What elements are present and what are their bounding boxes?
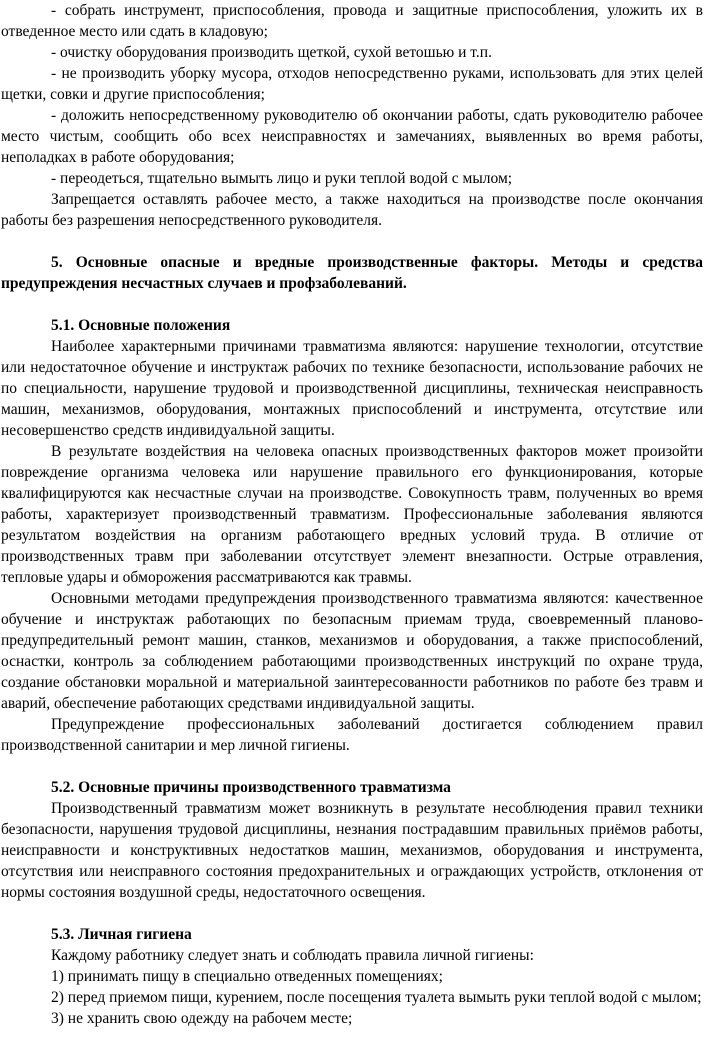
spacer	[1, 231, 703, 252]
intro-item-report-to-manager: - доложить непосредственному руководителю об окончании работы, сдать руководителю рабочее место чистым, сообщить обо всех неисправностях и замечаниях, выявленных во время работы, неполадках в работе оборудования;	[1, 107, 703, 166]
spacer	[1, 756, 703, 777]
section-5-1-paragraph: Основными методами предупреждения производственного травматизма являются: качественное обучение и инструктаж работающих по безопасным приемам труда, своевременный планово-предупредительный ремонт машин, станков, механизмов и оборудования, а также приспособлений, оснастки, контроль за соблюдением работающими производственных инструкций по охране труда, создание обстановки моральной и материальной заинтересованности работников по работе без травм и аварий, обеспечение работающих средствами индивидуальной защиты.	[1, 590, 703, 712]
intro-item-no-hand-cleanup: - не производить уборку мусора, отходов непосредственно руками, использовать для этих целей щетки, совки и другие приспособления;	[1, 65, 703, 103]
intro-item-change-clothes: - переодеться, тщательно вымыть лицо и руки теплой водой с мылом;	[51, 170, 513, 187]
section-5-1-heading: 5.1. Основные положения	[51, 317, 231, 334]
hygiene-rule-1: 1) принимать пищу в специально отведенных помещениях;	[51, 968, 443, 985]
section-5-2-heading: 5.2. Основные причины производственного травматизма	[51, 779, 451, 796]
section-5-1-paragraph: Наиболее характерными причинами травматизма являются: нарушение технологии, отсутствие или недостаточное обучение и инструктаж рабочих по технике безопасности, использование рабочих не по специальности, нарушение трудовой и производственной дисциплины, техническая неисправность машин, механизмов, оборудования, монтажных приспособлений и инструмента, отсутствие или несовершенство средств индивидуальной защиты.	[1, 338, 703, 439]
hygiene-rule-2: 2) перед приемом пищи, курением, после посещения туалета вымыть руки теплой водой с мылом;	[51, 989, 702, 1006]
intro-item-collect-tools: - собрать инструмент, приспособления, провода и защитные приспособления, уложить их в отведенное место или сдать в кладовую;	[1, 2, 703, 40]
section-5-heading: 5. Основные опасные и вредные производственные факторы. Методы и средства предупреждения несчастных случаев и профзаболеваний.	[1, 254, 703, 292]
spacer	[1, 294, 703, 315]
section-5-3-heading: 5.3. Личная гигиена	[51, 926, 192, 943]
intro-prohibition: Запрещается оставлять рабочее место, а также находиться на производстве после окончания работы без разрешения непосредственного руководителя.	[1, 191, 703, 229]
section-5-1-paragraph: В результате воздействия на человека опасных производственных факторов может произойти повреждение организма человека или нарушение правильного его функционирования, которые квалифицируются как несчастные случаи на производстве. Совокупность травм, полученных во время работы, характеризует производственный травматизм. Профессиональные заболевания являются результатом воздействия на организм работающего вредных условий труда. В отличие от производственных травм при заболевании отсутствует элемент внезапности. Острые отравления, тепловые удары и обморожения рассматриваются как травмы.	[1, 443, 703, 586]
spacer	[1, 903, 703, 924]
section-5-3-intro: Каждому работнику следует знать и соблюдать правила личной гигиены:	[51, 947, 534, 964]
intro-item-clean-equipment: - очистку оборудования производить щеткой, сухой ветошью и т.п.	[51, 44, 492, 61]
hygiene-rule-3: 3) не хранить свою одежду на рабочем месте;	[51, 1010, 353, 1027]
section-5-1-paragraph: Предупреждение профессиональных заболеваний достигается соблюдением правил производственной санитарии и мер личной гигиены.	[1, 716, 703, 754]
section-5-2-paragraph: Производственный травматизм может возникнуть в результате несоблюдения правил техники безопасности, нарушения трудовой дисциплины, незнания пострадавшим правильных приёмов работы, неисправности и конструктивных недостатков машин, механизмов, оборудования и инструмента, отсутствия или неисправного состояния предохранительных и ограждающих устройств, отклонения от нормы состояния воздушной среды, недостаточного освещения.	[1, 800, 703, 901]
